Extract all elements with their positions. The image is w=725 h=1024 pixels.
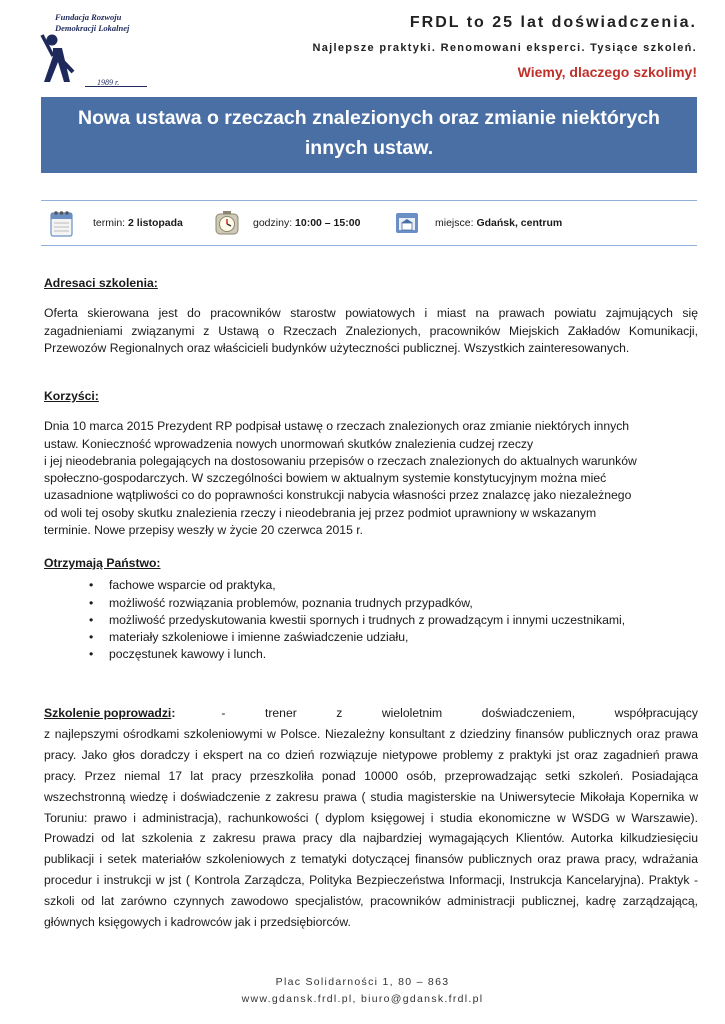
course-title-line-2: innych ustaw. (304, 137, 434, 159)
benefits-text (44, 418, 698, 539)
trainer-intro-word: trener (264, 706, 297, 720)
trainer-heading (44, 703, 175, 724)
trainer-intro-word: - (221, 706, 226, 720)
benefits-line: terminie. Nowe przepisy weszły w życie 20 czerwca 2015 r. (44, 523, 364, 538)
date-label: termin: (93, 217, 126, 229)
logo-org-name (55, 12, 129, 34)
benefits-line: uzasadnione wątpliwości co do poprawności konstrukcji nabycia własności przez znalazcę jako niezależnego (44, 488, 632, 503)
receive-section (44, 555, 698, 664)
info-date (49, 201, 183, 245)
footer (0, 974, 725, 1008)
frdl-logo (40, 12, 150, 92)
logo-line-1: Fundacja Rozwoju (55, 12, 122, 22)
benefits-line: ustaw. Konieczność wprowadzenia nowych unormowań skutków znalezienia cudzej rzeczy (44, 436, 534, 451)
header-subtitle: Najlepsze praktyki. Renomowani eksperci. Tysiące szkoleń. (312, 42, 697, 54)
trainer-intro-word: wieloletnim (381, 706, 443, 720)
logo-year: 1989 r. (97, 78, 120, 87)
header-slogan: Wiemy, dlaczego szkolimy! (517, 64, 697, 80)
course-info-bar (41, 200, 697, 246)
trainer-text: z najlepszymi ośrodkami szkoleniowymi w Polsce. Niezależny konsultant z dziedziny finansów publicznych oraz prawa pracy. Jako głos doradczy i ekspert na co dzień rozwiązuje nietypowe problemy z praktyki jst oraz zagadnień prawa pracy. Przez niemal 17 lat pracy przeszkoliła ponad 10000 osób, przeprowadzając setki szkoleń. Posiadająca wszechstronną wiedzę i doświadczenie z zakresu prawa ( studia magisterskie na Uniwersytecie Mikołaja Kopernika w Toruniu: prawo i administracja), rachunkowości ( dyplom księgowej i studia ekonomiczne w WSDG w Warszawie). Prowadzi od lat szkolenia z zakresu prawa pracy dla najbardziej wymagających Klientów. Autorka kilkudziesięciu publikacji i setek materiałów szkoleniowych z tematyki dotyczącej finansów publicznych oraz prawa pracy, wdrażania procedur i instrukcji w jst ( Kontrola Zarządcza, Polityka Bezpieczeństwa Informacji, Instrukcja Kancelaryjna). Praktyk - szkoli od lat zarówno czynnych zawodowo specjalistów, pracowników administracji publicznej, kadrę zarządzającą, głównych księgowych i kadrowców jak i przedsiębiorców. (44, 726, 698, 930)
list-item: • poczęstunek kawowy i lunch. (109, 646, 698, 663)
list-item: • możliwość przedyskutowania kwestii spornych i trudnych z prowadzącym i innymi uczestnikami, (109, 612, 698, 629)
footer-contact: www.gdansk.frdl.pl, biuro@gdansk.frdl.pl (241, 993, 484, 1005)
trainer-heading-text: Szkolenie poprowadzi (44, 706, 172, 720)
clock-icon (213, 209, 241, 237)
date-value: 2 listopada (128, 217, 183, 229)
benefits-line: od woli tej osoby skutku znalezienia rzeczy i nieodebrania jej przez podmiot uprawniony w wskazanym (44, 505, 597, 520)
header-title: FRDL to 25 lat doświadczenia. (409, 14, 697, 31)
info-hours (213, 201, 360, 245)
trainer-intro-word: doświadczeniem, (481, 706, 576, 720)
list-item: • materiały szkoleniowe i imienne zaświadczenie udziału, (109, 629, 698, 646)
benefits-line: Dnia 10 marca 2015 Prezydent RP podpisał ustawę o rzeczach znalezionych oraz zmianie niektórych innych (44, 419, 630, 434)
trainer-section (44, 703, 698, 933)
hours-label: godziny: (253, 217, 293, 229)
footer-address: Plac Solidarności 1, 80 – 863 (275, 976, 450, 988)
place-value: Gdańsk, centrum (476, 217, 563, 229)
trainer-heading-colon: : (171, 706, 176, 720)
trainer-intro (221, 703, 698, 724)
benefits-heading: Korzyści: (44, 389, 99, 403)
logo-line-2: Demokracji Lokalnej (55, 23, 130, 33)
benefits-line: społeczno-gospodarczych. W szczególności bowiem w aktualnym systemie konstytucyjnym można mieć (44, 471, 607, 486)
person-figure-icon (40, 34, 80, 94)
benefits-line: i jej nieodebrania polegających na dostosowaniu przepisów o rzeczach znalezionych do aktualnych warunków (44, 453, 637, 468)
info-place (393, 201, 562, 245)
receive-list (44, 577, 698, 663)
list-item: • fachowe wsparcie od praktyka, (109, 577, 698, 594)
addressees-heading: Adresaci szkolenia: (44, 276, 158, 290)
hours-value: 10:00 – 15:00 (295, 217, 361, 229)
benefits-section (44, 388, 698, 539)
trainer-intro-line (44, 703, 698, 724)
calendar-icon (49, 208, 75, 238)
course-title-line-1: Nowa ustawa o rzeczach znalezionych oraz zmianie niektórych (78, 107, 660, 129)
list-item: • możliwość rozwiązania problemów, poznania trudnych przypadków, (109, 595, 698, 612)
trainer-intro-word: z (336, 706, 343, 720)
building-icon (393, 209, 421, 237)
course-title-banner (41, 97, 697, 173)
addressees-section (44, 275, 698, 357)
place-label: miejsce: (435, 217, 474, 229)
trainer-intro-word: współpracujący (614, 706, 698, 720)
receive-heading: Otrzymają Państwo: (44, 556, 161, 570)
addressees-text: Oferta skierowana jest do pracowników starostw powiatowych i miast na prawach powiatu zajmujących się zagadnieniami związanymi z Ustawą o Rzeczach Znalezionych, pracowników Miejskich Zakładów Komunikacji, Przewozów Regionalnych oraz właścicieli budynków użyteczności publicznej. Wszystkich zainteresowanych. (44, 306, 698, 355)
